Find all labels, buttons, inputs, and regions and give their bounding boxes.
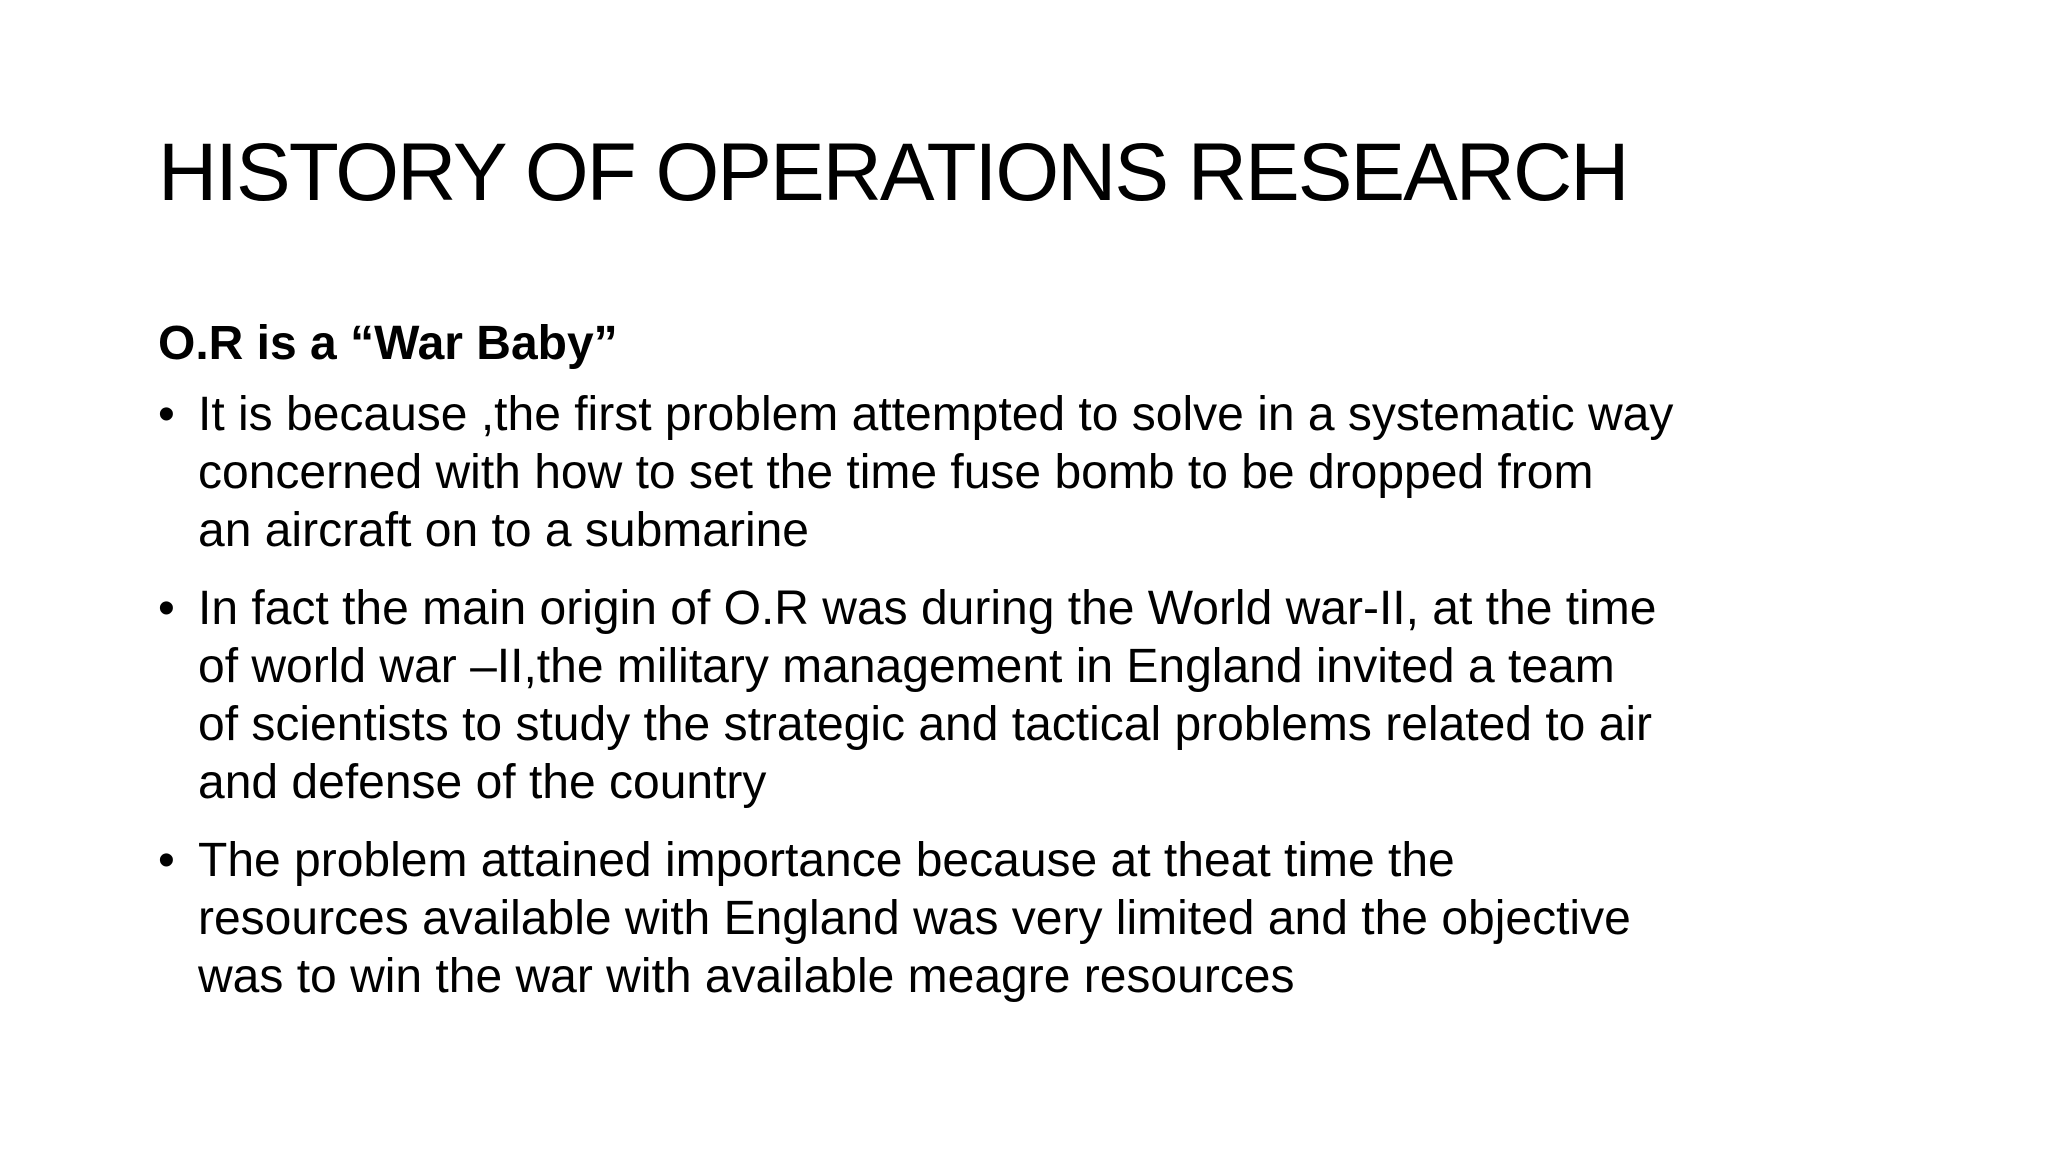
bullet-item — [158, 832, 1918, 1006]
bullet-text-line: The problem attained importance because at theat time the — [198, 834, 1455, 887]
bullet-text-line: It is because ,the first problem attempted to solve in a systematic way — [198, 388, 1674, 441]
bullet-item — [158, 386, 1918, 560]
bullet-text-line: of world war –II,the military management in England invited a team — [198, 640, 1615, 693]
bullet-text-line: was to win the war with available meagre resources — [198, 950, 1295, 1003]
bullet-text-line: In fact the main origin of O.R was during the World war-II, at the time — [198, 582, 1657, 635]
bullet-list — [158, 386, 1918, 1006]
bullet-text-line: resources available with England was very limited and the objective — [198, 892, 1631, 945]
slide-body — [158, 312, 1918, 1026]
bullet-text-line: an aircraft on to a submarine — [198, 504, 809, 557]
bullet-dot-icon: • — [158, 582, 175, 635]
bullet-text-line: and defense of the country — [198, 756, 767, 809]
bullet-text-line: concerned with how to set the time fuse bomb to be dropped from — [198, 446, 1594, 499]
bullet-text-line: of scientists to study the strategic and tactical problems related to air — [198, 698, 1653, 751]
bullet-item — [158, 580, 1918, 812]
bullet-dot-icon: • — [158, 834, 175, 887]
slide-subheading: O.R is a “War Baby” — [158, 317, 618, 370]
bullet-dot-icon: • — [158, 388, 175, 441]
slide-title: HISTORY OF OPERATIONS RESEARCH — [158, 127, 1628, 218]
